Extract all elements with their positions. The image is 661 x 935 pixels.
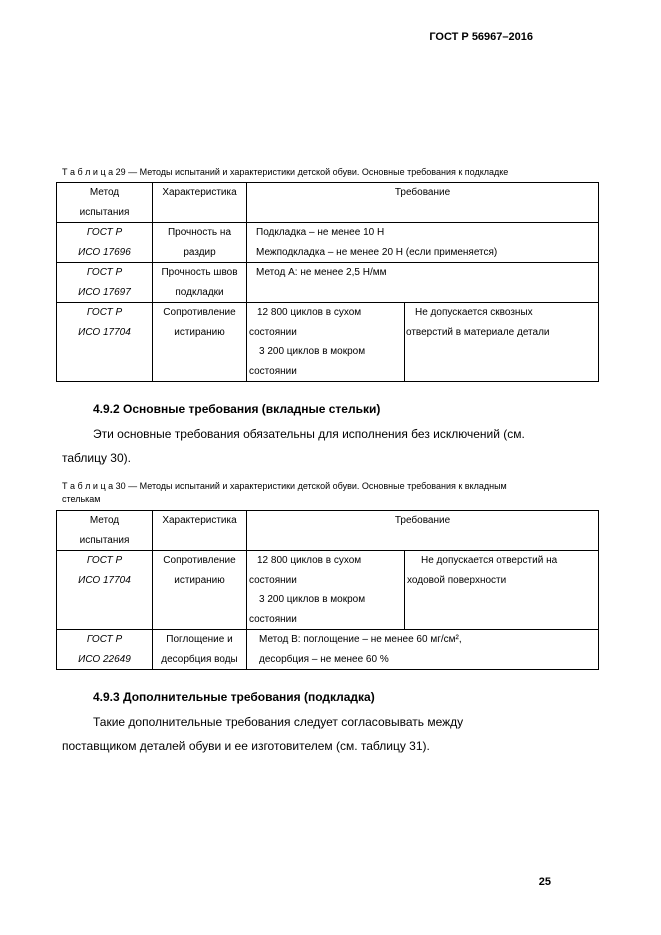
section-heading-4-9-2: 4.9.2 Основные требования (вкладные стельки) [93, 402, 381, 416]
table-row [57, 551, 599, 630]
method-cell: ГОСТ Р ИСО 17697 [57, 263, 153, 303]
paragraph-line: Такие дополнительные требования следует согласовывать между [93, 715, 464, 729]
table-row [57, 223, 599, 263]
requirement-cell: Метод А: не менее 2,5 Н/мм [247, 263, 599, 303]
method-cell: ГОСТ Р ИСО 17704 [57, 551, 153, 630]
caption-text-line2: стелькам [62, 494, 101, 504]
caption-prefix: Т а б л и ц а [62, 167, 114, 177]
header-method: Метод испытания [57, 183, 153, 223]
table-29 [56, 182, 599, 382]
section-heading-4-9-3: 4.9.3 Дополнительные требования (подкладка) [93, 690, 375, 704]
requirement-cell: Метод В: поглощение – не менее 60 мг/см², десорбция – не менее 60 % [247, 630, 599, 670]
header-method: Метод испытания [57, 511, 153, 551]
table-header-row [57, 511, 599, 551]
header-requirement: Требование [247, 183, 599, 223]
characteristic-cell: Поглощение и десорбция воды [153, 630, 247, 670]
characteristic-cell: Прочность швов подкладки [153, 263, 247, 303]
caption-prefix: Т а б л и ц а [62, 481, 114, 491]
requirement-cell: 12 800 циклов в сухом состоянии 3 200 циклов в мокром состоянии [247, 551, 405, 630]
header-characteristic: Характеристика [153, 511, 247, 551]
paragraph-line: Эти основные требования обязательны для исполнения без исключений (см. [93, 427, 525, 441]
table-29-caption [62, 166, 622, 179]
header-requirement: Требование [247, 511, 599, 551]
characteristic-cell: Сопротивление истиранию [153, 551, 247, 630]
paragraph-line: поставщиком деталей обуви и ее изготовителем (см. таблицу 31). [62, 739, 430, 753]
note-cell: Не допускается отверстий на ходовой поверхности [405, 551, 599, 630]
method-cell: ГОСТ Р ИСО 17696 [57, 223, 153, 263]
document-header: ГОСТ Р 56967–2016 [429, 31, 533, 43]
header-characteristic: Характеристика [153, 183, 247, 223]
requirement-cell: Подкладка – не менее 10 Н Межподкладка – не менее 20 Н (если применяется) [247, 223, 599, 263]
caption-text: 29 — Методы испытаний и характеристики детской обуви. Основные требования к подкладке [115, 167, 509, 177]
table-row [57, 263, 599, 303]
table-30-caption [62, 480, 622, 506]
method-cell: ГОСТ Р ИСО 17704 [57, 303, 153, 382]
requirement-cell: 12 800 циклов в сухом состоянии 3 200 циклов в мокром состоянии [247, 303, 405, 382]
note-cell: Не допускается сквозных отверстий в материале детали [405, 303, 599, 382]
table-30 [56, 510, 599, 670]
page-number: 25 [538, 876, 551, 888]
caption-text: 30 — Методы испытаний и характеристики детской обуви. Основные требования к вкладным [115, 481, 507, 491]
method-cell: ГОСТ Р ИСО 22649 [57, 630, 153, 670]
table-row [57, 303, 599, 382]
table-header-row [57, 183, 599, 223]
table-row [57, 630, 599, 670]
characteristic-cell: Сопротивление истиранию [153, 303, 247, 382]
paragraph-line: таблицу 30). [62, 451, 131, 465]
characteristic-cell: Прочность на раздир [153, 223, 247, 263]
